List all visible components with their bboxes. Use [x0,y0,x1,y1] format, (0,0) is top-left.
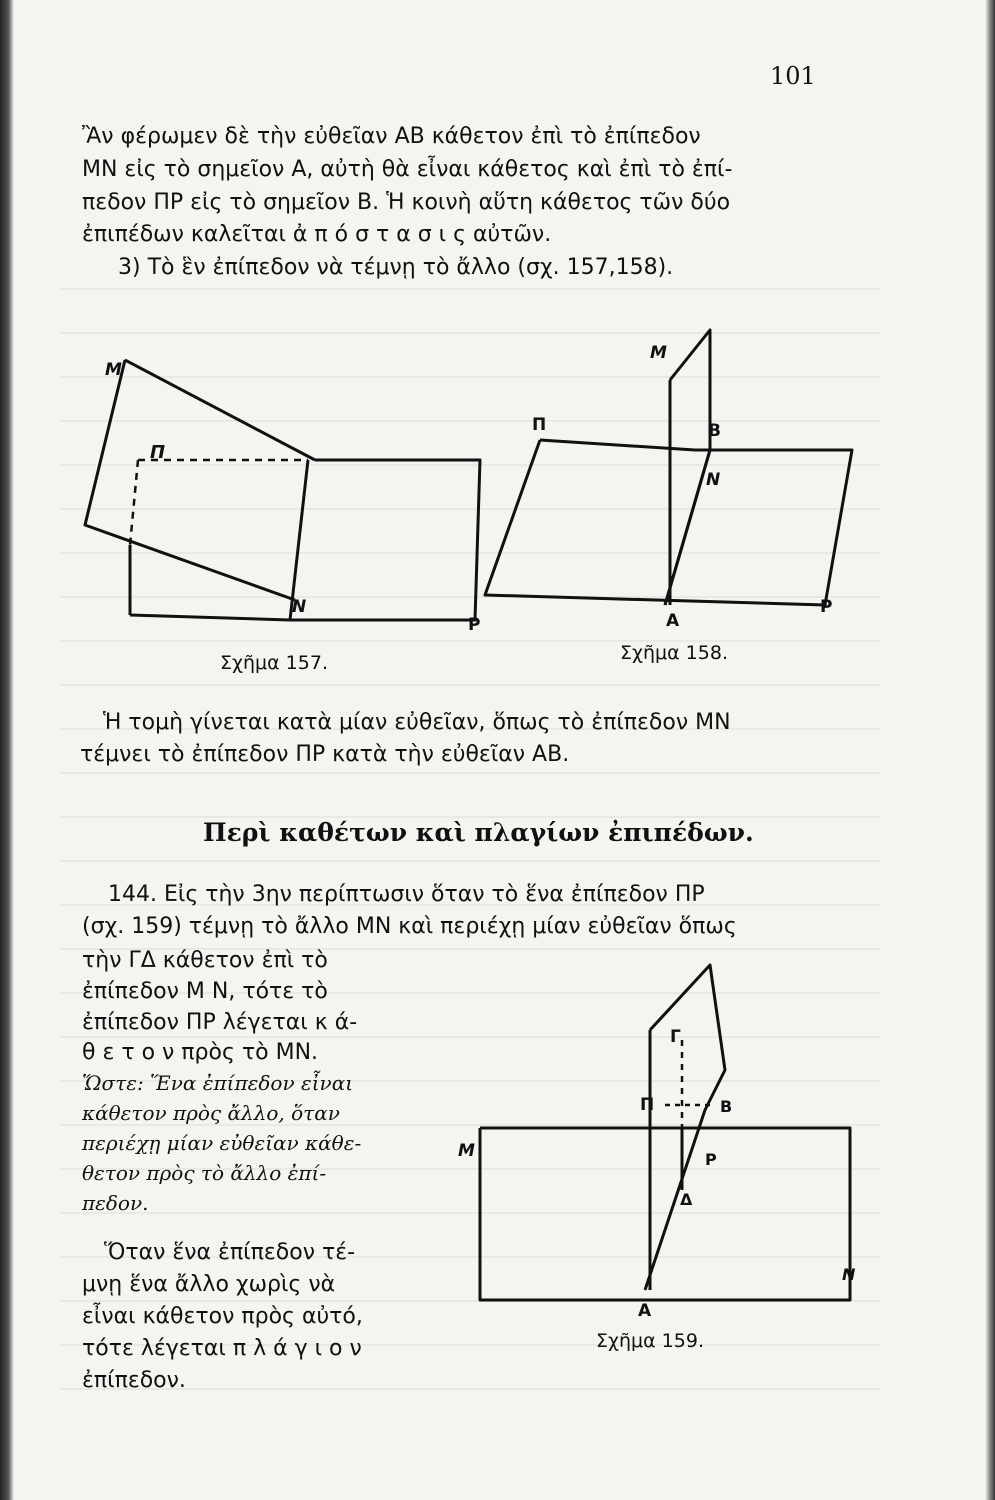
fig159-label-a: A [638,1301,652,1321]
section-line-2: τέμνει τὸ ἐπίπεδον ΠΡ κατὰ τὴν εὐθεῖαν AB. [80,742,570,767]
fig159-label-delta: Δ [680,1190,693,1209]
fig158-label-m: M [650,343,667,363]
fig158-label-b: B [708,421,721,441]
fig157-label-n: N [292,597,307,617]
figure-159 [458,960,870,1340]
definition-line-5: πεδον. [82,1191,149,1215]
oblique-line-2: μνῃ ἕνα ἄλλο χωρὶς νὰ [82,1272,336,1297]
page-shadow-right [985,0,995,1500]
fig157-label-m: M [105,360,122,380]
definition-line-4: θετον πρὸς τὸ ἄλλο ἐπί- [82,1161,327,1185]
para144-line-3: τὴν ΓΔ κάθετον ἐπὶ τὸ [82,948,328,973]
fig158-label-pi: Π [532,415,547,435]
case-3-line: 3) Τὸ ἓν ἐπίπεδον νὰ τέμνῃ τὸ ἄλλο (σχ. 157,158). [118,255,674,280]
fig157-hidden-left-edge [130,460,138,545]
fig159-label-n: N [842,1265,856,1284]
para144-line-4: ἐπίπεδον M N, τότε τὸ [82,979,328,1004]
para144-line-2: (σχ. 159) τέμνῃ τὸ ἄλλο MN καὶ περιέχῃ μίαν εὐθεῖαν ὅπως [82,914,737,939]
section-heading: Περὶ καθέτων καὶ πλαγίων ἐπιπέδων. [203,818,754,847]
fig159-plane-mn-edges [480,1128,850,1300]
fig158-label-a: A [666,611,680,631]
figure-157 [70,330,490,690]
figure-158 [480,320,870,650]
fig157-caption: Σχῆμα 157. [220,652,328,674]
page-shadow-left [0,0,14,1500]
oblique-line-3: εἶναι κάθετον πρὸς αὐτό, [82,1304,363,1329]
fig157-plane-mn-left-bottom-edges [85,360,295,600]
fig159-label-p: P [705,1150,717,1169]
definition-line-1: Ὥστε: Ἕνα ἐπίπεδον εἶναι [82,1071,354,1095]
fig158-label-n: N [706,470,721,490]
fig157-label-p: P [468,615,481,635]
definition-line-3: περιέχῃ μίαν εὐθεῖαν κάθε- [82,1131,362,1155]
fig159-caption: Σχῆμα 159. [596,1330,704,1352]
intro-line-1: Ἂν φέρωμεν δὲ τὴν εὐθεῖαν AB κάθετον ἐπὶ τὸ ἐπίπεδον [82,124,701,149]
intro-line-3: πεδον ΠΡ εἰς τὸ σημεῖον B. Ἡ κοινὴ αὕτη κάθετος τῶν δύο [82,190,731,215]
para144-line-5: ἐπίπεδον ΠΡ λέγεται κ ά- [82,1010,358,1035]
para144-line-6: θ ε τ ο ν πρὸς τὸ MN. [82,1040,319,1065]
page-number: 101 [770,62,816,90]
oblique-line-1: Ὅταν ἕνα ἐπίπεδον τέ- [104,1240,356,1265]
oblique-line-4: τότε λέγεται π λ ά γ ι ο ν [82,1336,362,1361]
fig158-plane-mn-edges [665,330,710,605]
fig158-caption: Σχῆμα 158. [620,642,728,664]
fig158-intersection-ab [665,450,710,605]
fig159-label-b: B [720,1097,733,1116]
fig159-label-pi: Π [640,1095,655,1115]
para144-line-1: 144. Εἰς τὴν 3ην περίπτωσιν ὅταν τὸ ἕνα ἐπίπεδον ΠΡ [108,882,705,907]
definition-line-2: κάθετον πρὸς ἄλλο, ὅταν [82,1101,340,1125]
fig159-label-m: M [458,1141,475,1161]
fig157-bottom-edge [130,615,290,620]
intro-line-4: ἐπιπέδων καλεῖται ἀ π ό σ τ α σ ι ς αὐτῶν. [82,222,552,247]
oblique-line-5: ἐπίπεδον. [82,1368,186,1393]
intro-line-2: MN εἰς τὸ σημεῖον A, αὐτὴ θὰ εἶναι κάθετος καὶ ἐπὶ τὸ ἐπί- [82,157,733,182]
fig159-label-gamma: Γ [670,1027,681,1047]
fig157-label-pi: Π [150,442,166,463]
fig158-label-p: P [820,597,833,617]
section-line-1: Ἡ τομὴ γίνεται κατὰ μίαν εὐθεῖαν, ὅπως τὸ ἐπίπεδον MN [103,710,731,735]
fig157-plane-pr-edges [290,460,480,620]
